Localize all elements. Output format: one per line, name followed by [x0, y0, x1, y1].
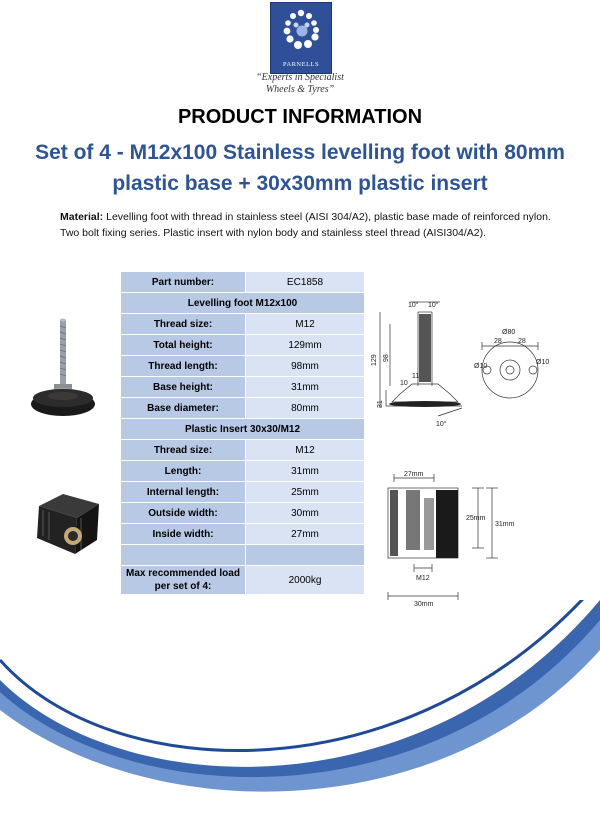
table-row: Thread size: M12	[121, 440, 365, 461]
product-title: Set of 4 - M12x100 Stainless levelling foot with 80mm plastic base + 30x30mm plastic insert	[35, 141, 565, 195]
svg-text:28: 28	[494, 338, 502, 345]
tagline: “Experts in Specialist Wheels & Tyres”	[256, 72, 344, 95]
table-row: Total height: 129mm	[121, 335, 365, 356]
table-blank-row	[121, 545, 365, 566]
plastic-insert-drawing	[380, 468, 530, 608]
table-row: Length: 31mm	[121, 461, 365, 482]
svg-text:30mm: 30mm	[414, 601, 434, 608]
material-label: Material:	[60, 211, 104, 223]
table-row: Inside width: 27mm	[121, 524, 365, 545]
table-row: Base diameter: 80mm	[121, 398, 365, 419]
wheel-logo-icon	[271, 3, 331, 58]
table-row: Max recommended load per set of 4: 2000kg	[121, 566, 365, 595]
svg-text:28: 28	[518, 338, 526, 345]
svg-text:31mm: 31mm	[495, 521, 515, 528]
footer-swoosh-decoration	[0, 600, 600, 835]
svg-text:Ø10: Ø10	[536, 359, 550, 366]
svg-text:Ø10: Ø10	[474, 363, 488, 370]
svg-text:10°: 10°	[408, 302, 419, 309]
parnells-logo	[270, 2, 332, 74]
material-text: Levelling foot with thread in stainless steel (AISI 304/A2), plastic base made of reinforced nylon. Two bolt fixing series. Plastic insert with nylon body and stainless steel thread (AISI304/A2).	[60, 211, 551, 239]
table-section-header: Plastic Insert 30x30/M12	[121, 419, 365, 440]
svg-text:10°: 10°	[436, 421, 447, 428]
svg-text:129: 129	[371, 354, 378, 366]
table-row: Thread size: M12	[121, 314, 365, 335]
table-row: Base height: 31mm	[121, 377, 365, 398]
plastic-insert-image	[35, 492, 103, 557]
levelling-foot-image	[28, 318, 98, 423]
svg-text:25mm: 25mm	[466, 515, 486, 522]
material-description	[60, 209, 560, 241]
spec-table	[120, 271, 365, 595]
svg-text:98: 98	[383, 354, 390, 362]
svg-text:11: 11	[412, 373, 420, 380]
table-row: Part number: EC1858	[121, 272, 365, 293]
svg-text:10: 10	[400, 380, 408, 387]
table-row: Internal length: 25mm	[121, 482, 365, 503]
svg-text:27mm: 27mm	[404, 471, 424, 478]
brand-name: PARNELLS	[282, 61, 320, 68]
table-section-header: Levelling foot M12x100	[121, 293, 365, 314]
table-row: Thread length: 98mm	[121, 356, 365, 377]
svg-text:M12: M12	[416, 575, 430, 582]
svg-text:Ø80: Ø80	[502, 329, 516, 336]
levelling-foot-drawing	[370, 298, 555, 430]
page-heading: PRODUCT INFORMATION	[177, 106, 423, 128]
svg-text:31: 31	[377, 400, 384, 408]
svg-text:10°: 10°	[428, 302, 439, 309]
table-row: Outside width: 30mm	[121, 503, 365, 524]
